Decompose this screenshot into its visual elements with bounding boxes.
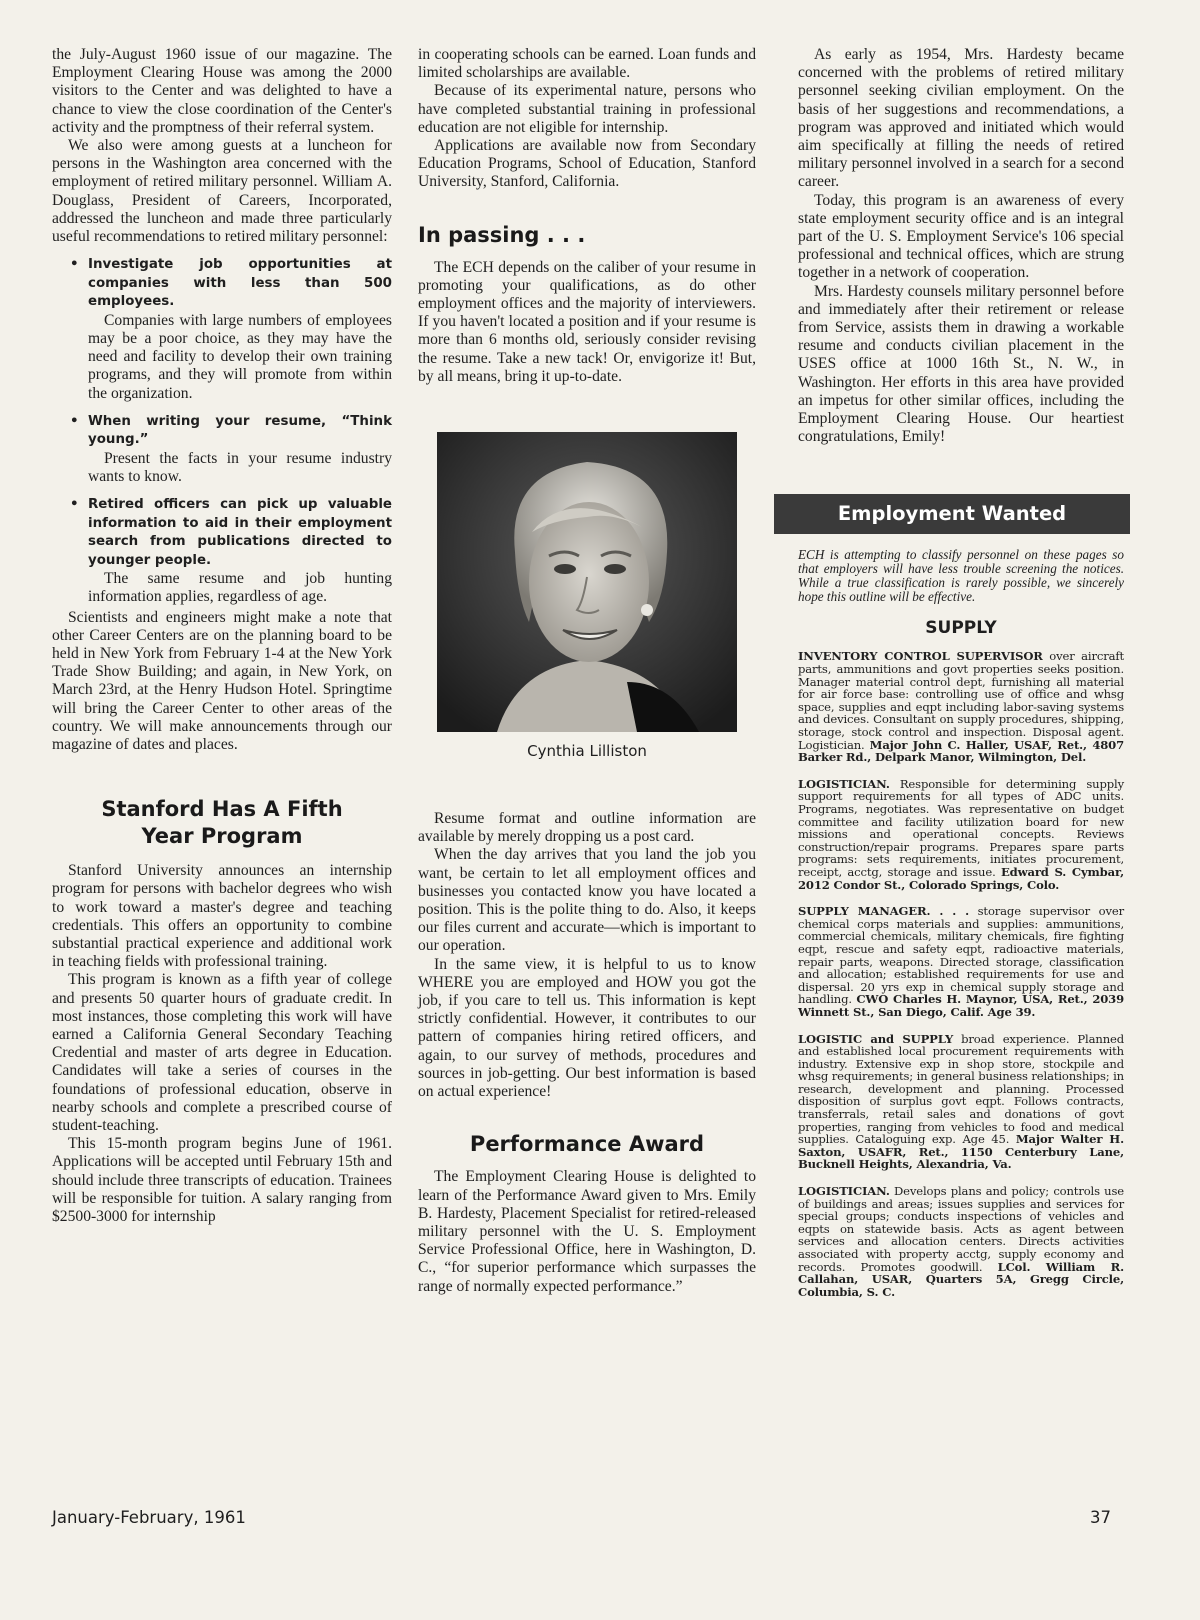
- paragraph: Mrs. Hardesty counsels military personnel before and immediately after their retirement or release from Service, assists them in drawing a workable resume and conducts civilian placement in the USES office at 1000 16th St., N. W., in Washington. Her efforts in this area have provided an impetus for other similar offices, including the Employment Clearing House. Our heartiest congratulations, Emily!: [798, 282, 1124, 446]
- portrait-figure: [437, 432, 737, 760]
- listing-entry: [798, 905, 1124, 1018]
- paragraph: the July-August 1960 issue of our magazine. The Employment Clearing House was among the 2000 visitors to the Center and was delighted to have a chance to view the close coordination of the Center's activity and the promptness of their referral system.: [52, 46, 392, 136]
- column-middle: [418, 46, 756, 1296]
- listing-body: Develops plans and policy; controls use of buildings and areas; issues supplies and services for special groups; conducts inspections of vehicles and eqpts on statewide basis. Acts as agent between services and allocation centers. Directs activities associated with property acctg, supply economy and records. Promotes goodwill.: [798, 1184, 1124, 1274]
- listing-title: INVENTORY CONTROL SUPERVISOR: [798, 649, 1043, 664]
- listing-title: LOGISTICIAN.: [798, 1184, 890, 1199]
- listing-contact: LCol. William R. Callahan, USAR, Quarters 5A, Gregg Circle, Columbia, S. C.: [798, 1259, 1124, 1299]
- paragraph: Because of its experimental nature, persons who have completed substantial training in professional education are not eligible for internship.: [418, 82, 756, 136]
- paragraph: The Employment Clearing House is delighted to learn of the Performance Award given to Mrs. Emily B. Hardesty, Placement Specialist for retired-released military personnel with the U. S. Employment Service Professional Office, here in Washington, D. C., “for superior performance which surpasses the range of normally expected performance.”: [418, 1168, 756, 1295]
- listing-title: LOGISTIC and SUPPLY: [798, 1031, 954, 1046]
- portrait-photo: [437, 432, 737, 732]
- paragraph: When the day arrives that you land the job you want, be certain to let all employment offices and businesses you contacted know you have located a position. This is the polite thing to do. Also, it keeps our files current and accurate—which is important to our operation.: [418, 846, 756, 955]
- listing-contact: CWO Charles H. Maynor, USA, Ret., 2039 Winnett St., San Diego, Calif. Age 39.: [798, 992, 1124, 1019]
- footer-issue-date: January-February, 1961: [52, 1508, 246, 1527]
- listing-entry: [798, 1033, 1124, 1172]
- paragraph: Applications are available now from Secondary Education Programs, School of Education, Stanford University, Stanford, California.: [418, 137, 756, 191]
- section-heading-stanford: Stanford Has A Fifth Year Program: [101, 797, 343, 849]
- section-heading-in-passing: In passing . . .: [418, 222, 586, 247]
- paragraph: We also were among guests at a luncheon for persons in the Washington area concerned with the employment of retired military personnel. William A. Douglass, President of Careers, Incorporated, addressed the luncheon and made three particularly useful recommendations to retired military personnel:: [52, 137, 392, 246]
- photo-caption: Cynthia Lilliston: [527, 742, 647, 761]
- bullet-item: [70, 256, 392, 403]
- paragraph: This 15-month program begins June of 1961. Applications will be accepted until February 15th and should include three transcripts of education. Trainees will be responsible for tuition. A salary ranging from $2500-3000 for internship: [52, 1135, 392, 1226]
- listing-contact: Edward S. Cymbar, 2012 Condor St., Colorado Springs, Colo.: [798, 864, 1124, 892]
- bullet-item: [70, 496, 392, 606]
- listing-entry: [798, 778, 1124, 891]
- listing-body: storage supervisor over chemical corps materials and supplies: ammunitions, commercial chemicals, military chemicals, fire fighting eqpt, rescue and safety eqpt, radioactive materials, repair parts, weapons. Directed storage, classification and allocation; established requirements for use and dispersal. 20 yrs exp in chemical supply storage and handling.: [798, 904, 1124, 1007]
- bullet-body: The same resume and job hunting information applies, regardless of age.: [88, 570, 392, 606]
- paragraph: In the same view, it is helpful to us to know WHERE you are employed and HOW you got the job, if you care to tell us. This information is kept strictly confidential. However, it contributes to our pattern of companies hiring retired officers, and again, to our survey of methods, procedures and sources in job-getting. Our best information is based on actual experience!: [418, 955, 756, 1101]
- listing-entry: [798, 650, 1124, 763]
- bullet-heading: • Investigate job opportunities at companies with less than 500 employees.: [70, 256, 392, 312]
- paragraph: This program is known as a fifth year of college and presents 50 quarter hours of graduate credit. In most instances, those completing this work will have earned a California General Secondary Teaching Credential and master of arts degree in Education. Candidates will take a series of courses in the foundations of professional education, observe in nearby schools and complete a prescribed course of student-teaching.: [52, 971, 392, 1135]
- bullet-item: [70, 413, 392, 486]
- paragraph: Resume format and outline information are available by merely dropping us a post card.: [418, 810, 756, 846]
- bullet-heading: • When writing your resume, “Think young.”: [70, 413, 392, 450]
- employment-wanted-banner: Employment Wanted: [774, 494, 1130, 534]
- listing-entry: [798, 1185, 1124, 1298]
- bullet-body: Present the facts in your resume industry wants to know.: [88, 449, 392, 485]
- paragraph: As early as 1954, Mrs. Hardesty became concerned with the problems of retired military personnel seeking civilian employment. On the basis of her suggestions and recommendations, a program was approved and initiated which would aim specifically at filling the needs of retired military personnel involved in a search for a second career.: [798, 46, 1124, 191]
- portrait-image: [437, 432, 737, 732]
- column-left: [52, 46, 392, 1226]
- bullet-body: Companies with large numbers of employees may be a poor choice, as they may have the need and facility to develop their own training programs, and they will promote from within the organization.: [88, 311, 392, 402]
- listing-title: SUPPLY MANAGER. . . .: [798, 904, 969, 919]
- resume-section: [418, 810, 756, 1101]
- listing-contact: Major Walter H. Saxton, USAFR, Ret., 1150 Centerbury Lane, Bucknell Heights, Alexandria, Va.: [798, 1132, 1124, 1172]
- listing-contact: Major John C. Haller, USAF, Ret., 4807 Barker Rd., Delpark Manor, Wilmington, Del.: [798, 737, 1124, 765]
- paragraph: The ECH depends on the caliber of your resume in promoting your qualifications, as do other employment offices and the majority of interviewers. If you haven't located a position and if your resume is more than 6 months old, seriously consider revising the resume. Take a new tack! Or, envigorize it! But, by all means, bring it up-to-date.: [418, 258, 756, 385]
- column-right: [798, 46, 1124, 1312]
- bullet-heading: • Retired officers can pick up valuable information to aid in their employment search from publications directed to younger people.: [70, 496, 392, 570]
- listing-body: over aircraft parts, ammunitions and govt properties seeks position. Manager material control dept, furnishing all material for air force base: controlling use of office and whsg space, supplies and eqpt including labor-saving systems and devices. Consultant on supply procedures, shipping, storage, stock control and inspection. Disposal agent. Logistician.: [798, 649, 1124, 752]
- page-number: 37: [1090, 1508, 1111, 1527]
- paragraph: in cooperating schools can be earned. Loan funds and limited scholarships are available.: [418, 46, 756, 82]
- listing-body: Responsible for determining supply support requirements for all types of ADC units. Programs, negotiates. Was representative on budget committee and facility utilization board for new missions and operational concepts. Reviews construction/repair programs. Prepares spare parts programs: sets requirements, initiates procurement, receipt, acctg, storage and issue.: [798, 776, 1124, 879]
- listing-body: broad experience. Planned and established local procurement requirements with industry. Extensive exp in shop store, stockpile and whsg requirements; in general business relationships; in research, development and planning. Processed disposition of surplus govt eqpt. Follows contracts, transferrals, retail sales and donations of govt properties, ranging from vehicles to food and medical supplies. Cataloguing exp. Age 45.: [798, 1031, 1124, 1147]
- paragraph: Stanford University announces an internship program for persons with bachelor degrees who wish to work toward a master's degree and teaching credentials. This offers an opportunity to combine substantial practical experience and additional work in teaching fields with professional training.: [52, 862, 392, 971]
- category-heading-supply: SUPPLY: [925, 618, 997, 639]
- section-heading-performance-award: Performance Award: [469, 1132, 705, 1157]
- paragraph: Today, this program is an awareness of every state employment security office and is an integral part of the U. S. Employment Service's 106 special professional and technical offices, which are strung together in a network of cooperation.: [798, 191, 1124, 282]
- classification-intro: ECH is attempting to classify personnel on these pages so that employers will have less trouble screening the notices. While a true classification is rarely possible, we sincerely hope this outline will be effective.: [798, 547, 1124, 605]
- paragraph: Scientists and engineers might make a note that other Career Centers are on the planning board to be held in New York from February 1-4 at the New York Trade Show Building; and again, in New York, on March 23rd, at the Henry Hudson Hotel. Springtime will bring the Career Center to other areas of the country. We will make announcements through our magazine of dates and places.: [52, 608, 392, 753]
- listing-title: LOGISTICIAN.: [798, 776, 890, 791]
